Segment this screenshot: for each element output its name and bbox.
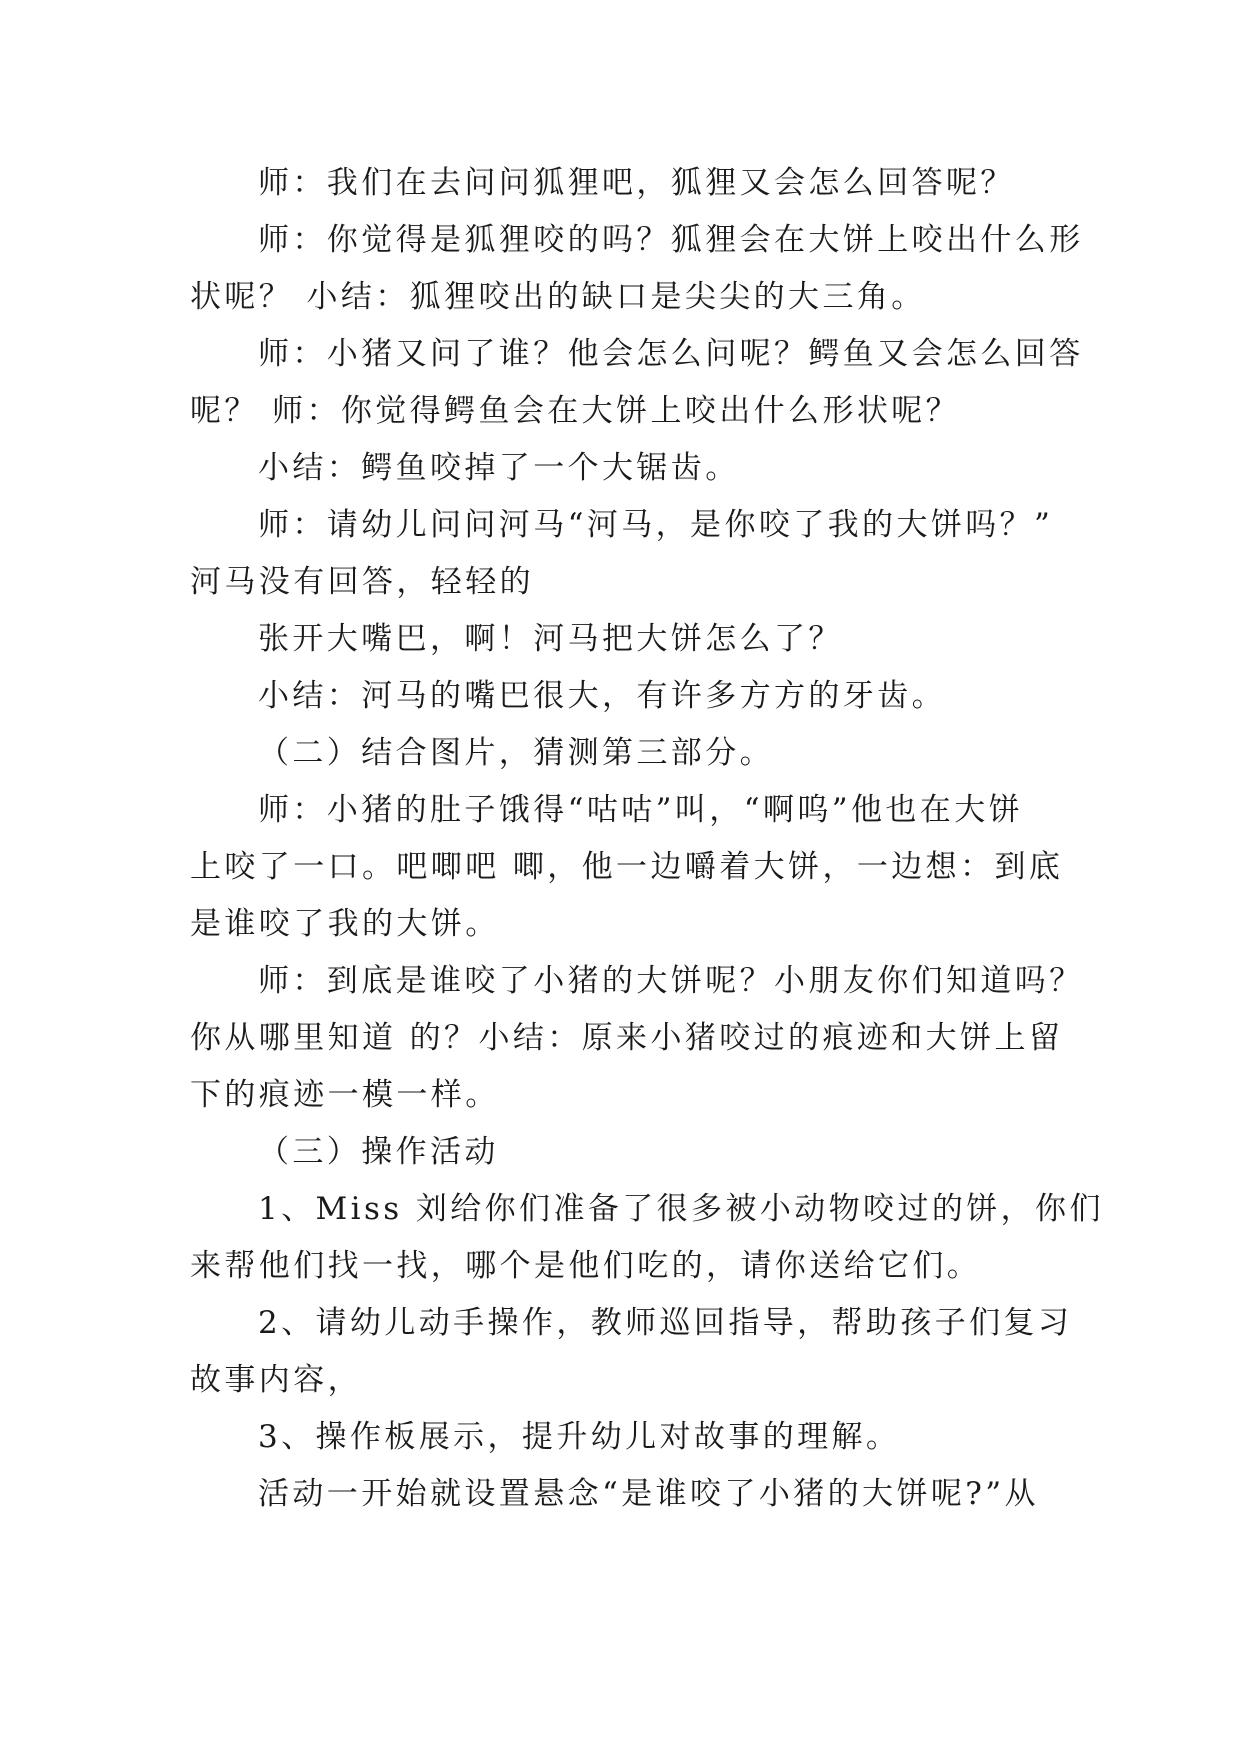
text-line: 小结：鳄鱼咬掉了一个大锯齿。 (258, 450, 740, 486)
text-line: 师：你觉得是狐狸咬的吗？狐狸会在大饼上咬出什么形 (258, 222, 1084, 258)
text-line: 河马没有回答，轻轻的 (190, 564, 534, 600)
text-line: 师：我们在去问问狐狸吧，狐狸又会怎么回答呢？ (258, 165, 1015, 201)
text-line: 状呢？ 小结：狐狸咬出的缺口是尖尖的大三角。 (190, 279, 926, 315)
text-line: 呢？ 师：你觉得鳄鱼会在大饼上咬出什么形状呢？ (190, 393, 961, 429)
text-line: 活动一开始就设置悬念“是谁咬了小猪的大饼呢?”从 (258, 1476, 1039, 1512)
text-line: 下的痕迹一模一样。 (190, 1077, 500, 1113)
text-line: 2、请幼儿动手操作，教师巡回指导，帮助孩子们复习 (258, 1305, 1073, 1341)
section-heading: （三）操作活动 (258, 1134, 499, 1170)
text-line: 你从哪里知道 的？小结：原来小猪咬过的痕迹和大饼上留 (190, 1020, 1064, 1056)
text-line: 张开大嘴巴，啊！河马把大饼怎么了？ (258, 621, 843, 657)
text-line: 故事内容， (190, 1362, 362, 1398)
text-line: 1、Miss 刘给你们准备了很多被小动物咬过的饼，你们 (258, 1191, 1104, 1227)
text-line: 是谁咬了我的大饼。 (190, 906, 500, 942)
section-heading: （二）结合图片，猜测第三部分。 (258, 735, 774, 771)
text-line: 来帮他们找一找，哪个是他们吃的，请你送给它们。 (190, 1248, 982, 1284)
text-line: 师：小猪又问了谁？他会怎么问呢？鳄鱼又会怎么回答 (258, 336, 1084, 372)
text-line: 上咬了一口。吧唧吧 唧，他一边嚼着大饼，一边想：到底 (190, 849, 1064, 885)
text-line: 师：请幼儿问问河马“河马，是你咬了我的大饼吗？” (258, 507, 1054, 543)
text-line: 师：到底是谁咬了小猪的大饼呢？小朋友你们知道吗？ (258, 963, 1084, 999)
text-line: 3、操作板展示，提升幼儿对故事的理解。 (258, 1419, 901, 1455)
text-line: 师：小猪的肚子饿得“咕咕”叫，“啊呜”他也在大饼 (258, 792, 1023, 828)
text-line: 小结：河马的嘴巴很大，有许多方方的牙齿。 (258, 678, 946, 714)
